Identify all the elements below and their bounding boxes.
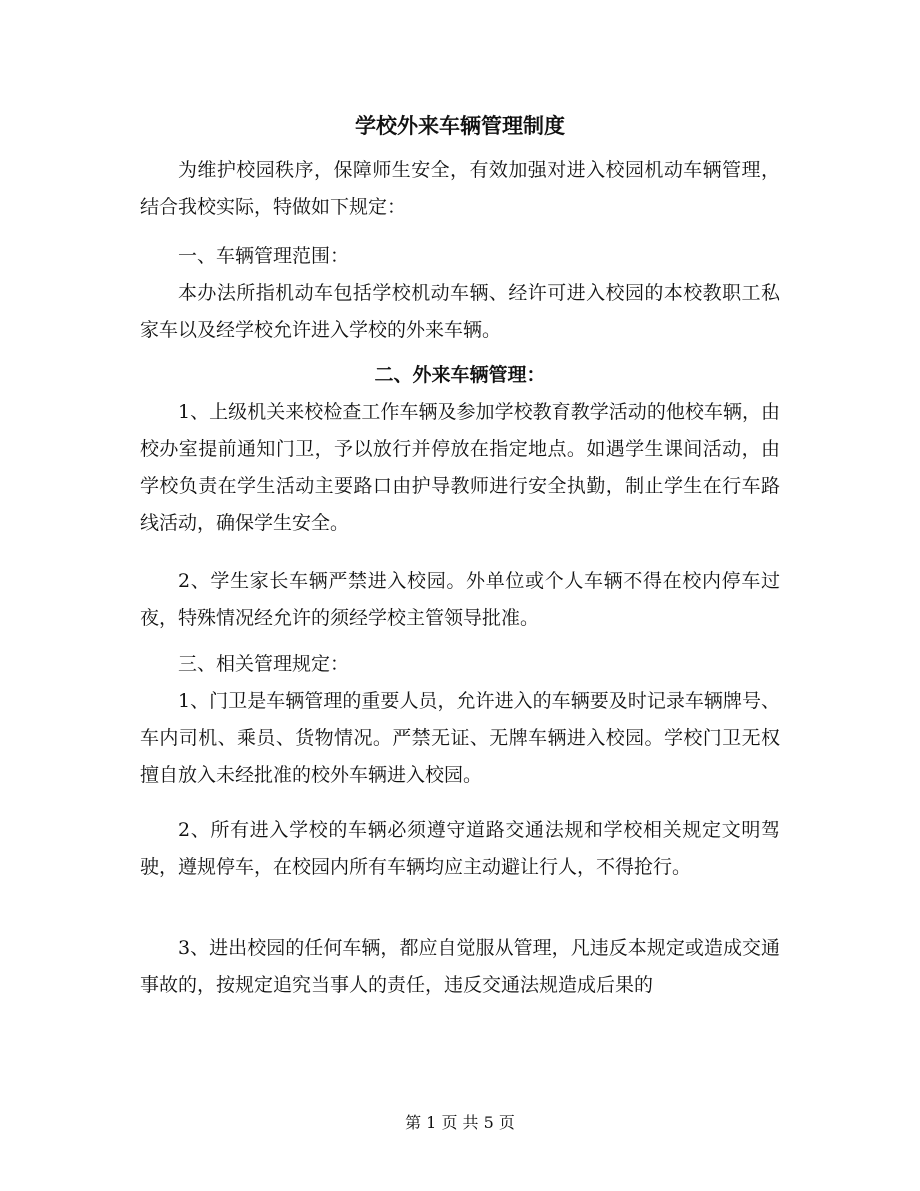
section-heading-scope: 一、车辆管理范围： [178, 245, 350, 267]
paragraph-intro: 为维护校园秩序，保障师生安全，有效加强对进入校园机动车辆管理，结合我校实际，特做如下规定： [140, 159, 780, 218]
section-heading-external-vehicles: 二、外来车辆管理： [374, 364, 546, 386]
page-number-footer: 第 1 页 共 5 页 [405, 1113, 515, 1132]
paragraph-rule-1: 1、上级机关来校检查工作车辆及参加学校教育教学活动的他校车辆，由校办室提前通知门卫，予以放行并停放在指定地点。如遇学生课间活动，由学校负责在学生活动主要路口由护导教师进行安全执勤，制止学生在行车路线活动，确保学生安全。 [140, 401, 780, 534]
paragraph-related-rule-2: 2、所有进入学校的车辆必须遵守道路交通法规和学校相关规定文明驾驶，遵规停车，在校园内所有车辆均应主动避让行人，不得抢行。 [140, 819, 780, 878]
section-heading-related-rules: 三、相关管理规定： [178, 653, 350, 675]
paragraph-scope: 本办法所指机动车包括学校机动车辆、经许可进入校园的本校教职工私家车以及经学校允许进入学校的外来车辆。 [140, 282, 780, 341]
paragraph-related-rule-3: 3、进出校园的任何车辆，都应自觉服从管理，凡违反本规定或造成交通事故的，按规定追究当事人的责任，违反交通法规造成后果的 [140, 937, 780, 996]
paragraph-related-rule-1: 1、门卫是车辆管理的重要人员，允许进入的车辆要及时记录车辆牌号、车内司机、乘员、货物情况。严禁无证、无牌车辆进入校园。学校门卫无权擅自放入未经批准的校外车辆进入校园。 [140, 690, 780, 786]
document-title: 学校外来车辆管理制度 [355, 114, 565, 138]
paragraph-rule-2: 2、学生家长车辆严禁进入校园。外单位或个人车辆不得在校内停车过夜，特殊情况经允许的须经学校主管领导批准。 [140, 570, 780, 629]
